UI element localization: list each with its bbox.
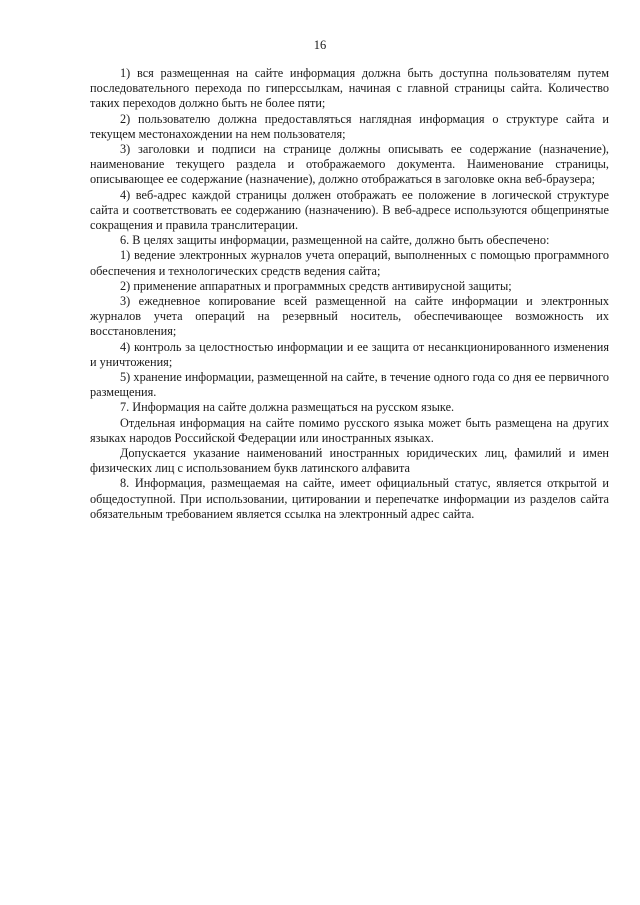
paragraph-site-structure-info: 2) пользователю должна предоставляться наглядная информация о структуре сайта и текущем местонахождении на нем пользователя; <box>90 111 609 141</box>
document-body <box>90 66 609 522</box>
paragraph-operation-logs: 1) ведение электронных журналов учета операций, выполненных с помощью программного обеспечения и технологических средств ведения сайта; <box>90 248 609 278</box>
paragraph-web-address: 4) веб-адрес каждой страницы должен отображать ее положение в логической структуре сайта и соответствовать ее содержанию (назначению). В веб-адресе используются общепринятые сокращения и правила транслитерации. <box>90 187 609 233</box>
paragraph-section-6-heading: 6. В целях защиты информации, размещенной на сайте, должно быть обеспечено: <box>120 233 550 248</box>
paragraph-integrity-control: 4) контроль за целостностью информации и ее защита от несанкционированного изменения и уничтожения; <box>90 339 609 369</box>
paragraph-page-headings: 3) заголовки и подписи на странице должны описывать ее содержание (назначение), наименование текущего раздела и отображаемого документа. Наименование страницы, описывающее ее содержание (назначение), должно отображаться в заголовке окна веб-браузера; <box>90 142 609 187</box>
paragraph-section-7-language: 7. Информация на сайте должна размещаться на русском языке. <box>120 400 455 415</box>
paragraph-section-8-official-status: 8. Информация, размещаемая на сайте, имеет официальный статус, является открытой и общедоступной. При использовании, цитировании и перепечатке информации из разделов сайта обязательным требованием является ссылка на электронный адрес сайта. <box>90 476 609 521</box>
paragraph-latin-alphabet: Допускается указание наименований иностранных юридических лиц, фамилий и имен физических лиц с использованием букв латинского алфавита <box>90 446 609 476</box>
paragraph-storage-period: 5) хранение информации, размещенной на сайте, в течение одного года со дня ее первичного размещения. <box>90 370 609 400</box>
page-number: 16 <box>313 38 327 52</box>
paragraph-other-languages: Отдельная информация на сайте помимо русского языка может быть размещена на других языках народов Российской Федерации или иностранных языках. <box>90 415 609 445</box>
paragraph-navigation-access: 1) вся размещенная на сайте информация должна быть доступна пользователям путем последовательного перехода по гиперссылкам, начиная с главной страницы сайта. Количество таких переходов должно быть не более пяти; <box>90 66 609 111</box>
paragraph-daily-backup: 3) ежедневное копирование всей размещенной на сайте информации и электронных журналов учета операций на резервный носитель, обеспечивающее возможность их восстановления; <box>90 294 609 339</box>
paragraph-antivirus: 2) применение аппаратных и программных средств антивирусной защиты; <box>120 278 512 293</box>
